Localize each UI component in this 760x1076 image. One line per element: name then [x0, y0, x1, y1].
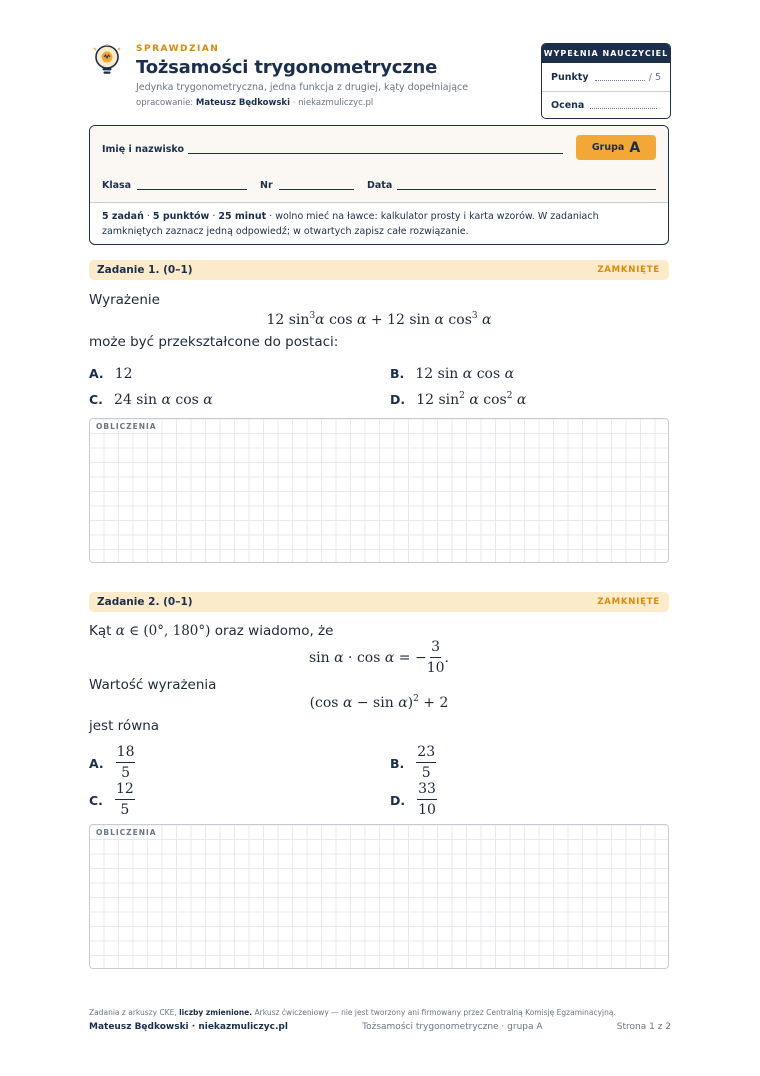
- option-letter: A.: [89, 755, 104, 771]
- footer-page: Strona 1 z 2: [616, 1022, 671, 1032]
- task2-option-c[interactable]: [89, 781, 135, 819]
- option-fraction: $\frac{33}{10}$: [418, 781, 436, 818]
- name-field[interactable]: [188, 153, 563, 154]
- group-value: A: [629, 139, 641, 156]
- author-line: [136, 98, 373, 108]
- author-prefix: opracowanie:: [136, 98, 194, 108]
- teacher-box-divider: [542, 91, 670, 92]
- option-letter: C.: [89, 792, 103, 808]
- option-value: 24 sin α cos α: [114, 392, 213, 408]
- nr-field[interactable]: [279, 189, 354, 190]
- task1-header: [89, 260, 669, 280]
- page-title: Tożsamości trygonometryczne: [136, 57, 438, 78]
- info-rest: · wolno mieć na ławce: kalkulator prosty i karta wzorów. W zadaniach zamkniętych zaznacz jedną odpowiedź; w otwartych zapisz całe rozwiązanie.: [102, 211, 599, 237]
- nr-label: Nr: [260, 180, 273, 191]
- task2-after: jest równa: [89, 718, 160, 734]
- points-max: / 5: [648, 72, 661, 83]
- student-fields: [90, 126, 668, 203]
- grade-label: Ocena: [551, 100, 585, 111]
- task2-option-a[interactable]: [89, 744, 135, 782]
- task1-type: ZAMKNIĘTE: [597, 265, 660, 275]
- group-label: Grupa: [591, 142, 625, 153]
- option-letter: B.: [390, 366, 405, 381]
- task2-option-d[interactable]: [390, 781, 437, 819]
- date-label: Data: [367, 180, 393, 191]
- grade-row: [551, 100, 661, 111]
- author-name: Mateusz Będkowski: [195, 98, 291, 108]
- page-subtitle: Jedynka trygonometryczna, jedna funkcja z drugiej, kąty dopełniające: [136, 82, 469, 93]
- task1-option-d[interactable]: [390, 389, 526, 408]
- group-badge: [576, 135, 656, 160]
- task2-option-b[interactable]: [390, 744, 436, 782]
- option-fraction: $\frac{12}{5}$: [115, 781, 134, 818]
- footer-author: Mateusz Będkowski · niekazmuliczyc.pl: [89, 1022, 288, 1032]
- points-row: [551, 72, 661, 83]
- task1-calc-grid[interactable]: [89, 418, 669, 563]
- footer-note-end: Arkusz ćwiczeniowy — nie jest tworzony ani firmowany przez Centralną Komisję Egzaminacyjną.: [254, 1008, 616, 1017]
- info-time: 25 minut: [218, 211, 267, 222]
- task1-after: może być przekształcone do postaci:: [89, 334, 339, 350]
- task2-lead-suffix: oraz wiadomo, że: [214, 623, 334, 639]
- task2-calc-grid[interactable]: [89, 824, 669, 969]
- teacher-box: [541, 43, 671, 119]
- task2-lead-prefix: Kąt: [89, 623, 112, 639]
- lightbulb-logo-icon: [92, 44, 122, 78]
- task1-option-a[interactable]: [89, 363, 133, 382]
- option-letter: A.: [89, 366, 104, 381]
- option-value: 12 $\sin^2 \alpha$ $\cos^2 \alpha$: [416, 391, 527, 408]
- date-field[interactable]: [397, 189, 656, 190]
- exam-info: 5 zadań · 5 punktów · 25 minut · wolno mieć na ławce: kalkulator prosty i karta wzorów. W zadaniach zamkniętych zaznacz jedną odpowiedź; w otwartych zapisz całe rozwiązanie.: [102, 211, 599, 237]
- name-label: Imię i nazwisko: [102, 144, 184, 155]
- option-letter: D.: [390, 392, 406, 407]
- option-letter: C.: [89, 392, 103, 407]
- given-fraction: $\frac{3}{10}$: [426, 639, 445, 676]
- calc-grid-label: OBLICZENIA: [96, 828, 160, 837]
- option-value: 12 sin α cos α: [415, 366, 515, 382]
- author-site: · niekazmuliczyc.pl: [292, 98, 374, 108]
- task2-header: [89, 592, 669, 612]
- option-value: 12: [114, 366, 133, 382]
- footer-center: Tożsamości trygonometryczne · grupa A: [362, 1022, 543, 1032]
- points-field[interactable]: [595, 80, 645, 81]
- task1-expression: 12 $\sin^3\alpha$ cos α + 12 sin α $\cos^3 \alpha$: [266, 311, 492, 328]
- student-card: [89, 125, 669, 245]
- task1-number: Zadanie 1. (0–1): [97, 264, 193, 276]
- option-fraction: $\frac{18}{5}$: [116, 744, 135, 781]
- footer-bar: [89, 1022, 671, 1032]
- task1-option-b[interactable]: [390, 363, 514, 382]
- points-label: Punkty: [551, 72, 589, 83]
- task1-lead: Wyrażenie: [89, 292, 160, 308]
- option-letter: D.: [390, 792, 406, 808]
- task2-number: Zadanie 2. (0–1): [97, 596, 193, 608]
- option-fraction: $\frac{23}{5}$: [417, 744, 436, 781]
- class-field[interactable]: [137, 189, 247, 190]
- task2-expression: (cos α − sin α)$^2$ + 2: [309, 694, 449, 711]
- task2-mid: Wartość wyrażenia: [89, 677, 217, 693]
- task2-given: sin α · cos α = − $\frac{3}{10}$ .: [309, 639, 449, 676]
- info-points: 5 punktów: [152, 211, 210, 222]
- option-letter: B.: [390, 755, 405, 771]
- calc-grid-label: OBLICZENIA: [96, 422, 160, 431]
- grade-field[interactable]: [590, 108, 657, 109]
- class-label: Klasa: [102, 180, 132, 191]
- task2-lead: Kąt α ∈ (0°, 180°) oraz wiadomo, że: [89, 623, 334, 639]
- page-kicker: SPRAWDZIAN: [136, 44, 220, 54]
- task1-option-c[interactable]: [89, 389, 213, 408]
- teacher-box-heading: WYPEŁNIA NAUCZYCIEL: [542, 44, 670, 63]
- footer-note-bold: liczby zmienione.: [179, 1008, 253, 1017]
- footer-note: [89, 1008, 616, 1017]
- footer-note-start: Zadania z arkuszy CKE,: [89, 1008, 177, 1017]
- info-tasks: 5 zadań: [102, 211, 144, 222]
- task2-type: ZAMKNIĘTE: [597, 597, 660, 607]
